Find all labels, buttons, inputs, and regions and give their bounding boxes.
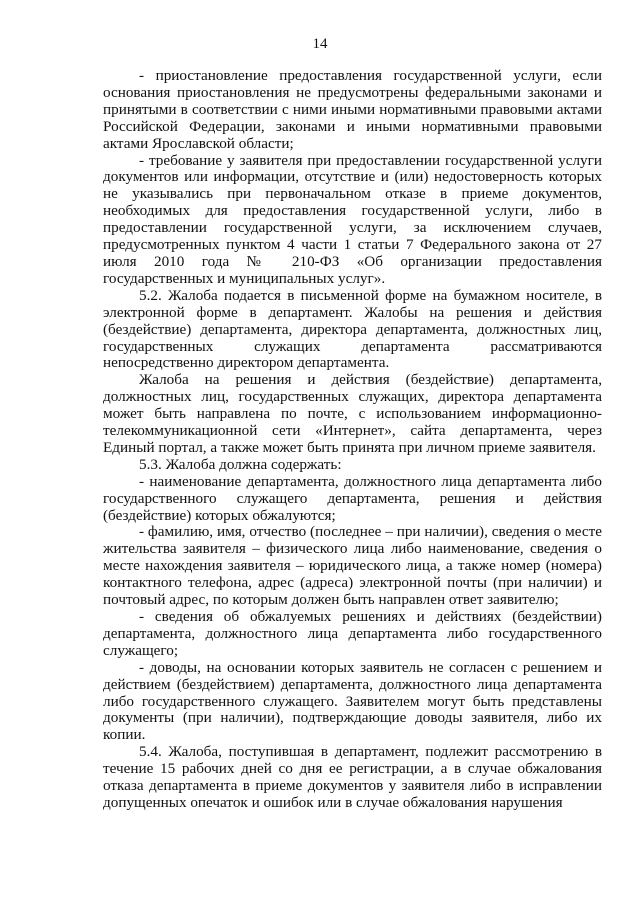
- paragraph-document-requirement-clause: - требование у заявителя при предоставлении государственной услуги документов или информации, отсутствие и (или) недостоверность которых не указывались при первоначальном отказе в приеме документов, необходимых для предоставления государственной услуги, либо в предоставлении государственной услуги, за исключением случаев, предусмотренных пунктом 4 части 1 статьи 7 Федерального закона от 27 июля 2010 года № 210-ФЗ «Об организации предоставления государственных и муниципальных услуг».: [103, 151, 602, 287]
- paragraph-content-arguments-clause: - доводы, на основании которых заявитель не согласен с решением и действием (бездействием) департамента, должностного лица департамента либо государственного служащего. Заявителем могут быть представлены документы (при наличии), подтверждающие доводы заявителя, либо их копии.: [103, 658, 602, 744]
- paragraph-content-applicant-clause: - фамилию, имя, отчество (последнее – при наличии), сведения о месте жительства заявителя – физического лица либо наименование, сведения о месте нахождения заявителя – юридического лица, а также номер (номера) контактного телефона, адрес (адреса) электронной почты (при наличии) и почтовый адрес, по которым должен быть направлен ответ заявителю;: [103, 523, 602, 609]
- paragraph-content-decisions-clause: - сведения об обжалуемых решениях и действиях (бездействии) департамента, должностного лица департамента либо государственного служащего;: [103, 608, 602, 659]
- document-body: [103, 68, 602, 812]
- paragraph-section-5-4: 5.4. Жалоба, поступившая в департамент, подлежит рассмотрению в течение 15 рабочих дней со дня ее регистрации, а в случае обжалования отказа департамента в приеме документов у заявителя либо в исправлении допущенных опечаток и ошибок или в случае обжалования нарушения: [103, 743, 602, 811]
- paragraph-content-name-clause: - наименование департамента, должностного лица департамента либо государственного служащего департамента, решения и действия (бездействие) которых обжалуются;: [103, 472, 602, 524]
- paragraph-suspension-clause: - приостановление предоставления государственной услуги, если основания приостановления не предусмотрены федеральными законами и принятыми в соответствии с ними иными нормативными правовыми актами Российской Федерации, законами и иными нормативными правовыми актами Ярославской области;: [103, 67, 602, 152]
- paragraph-complaint-channels: Жалоба на решения и действия (бездействие) департамента, должностных лиц, государственных служащих, директора департамента может быть направлена по почте, с использованием информационно-телекоммуникационной сети «Интернет», сайта департамента, через Единый портал, а также может быть принята при личном приеме заявителя.: [103, 371, 602, 456]
- page-number: 14: [312, 36, 328, 52]
- paragraph-section-5-3: 5.3. Жалоба должна содержать:: [139, 455, 342, 473]
- paragraph-section-5-2: 5.2. Жалоба подается в письменной форме на бумажном носителе, в электронной форме в департамент. Жалобы на решения и действия (бездействие) департамента, директора департамента, должностных лиц, государственных служащих департамента рассматриваются непосредственно директором департамента.: [103, 286, 602, 372]
